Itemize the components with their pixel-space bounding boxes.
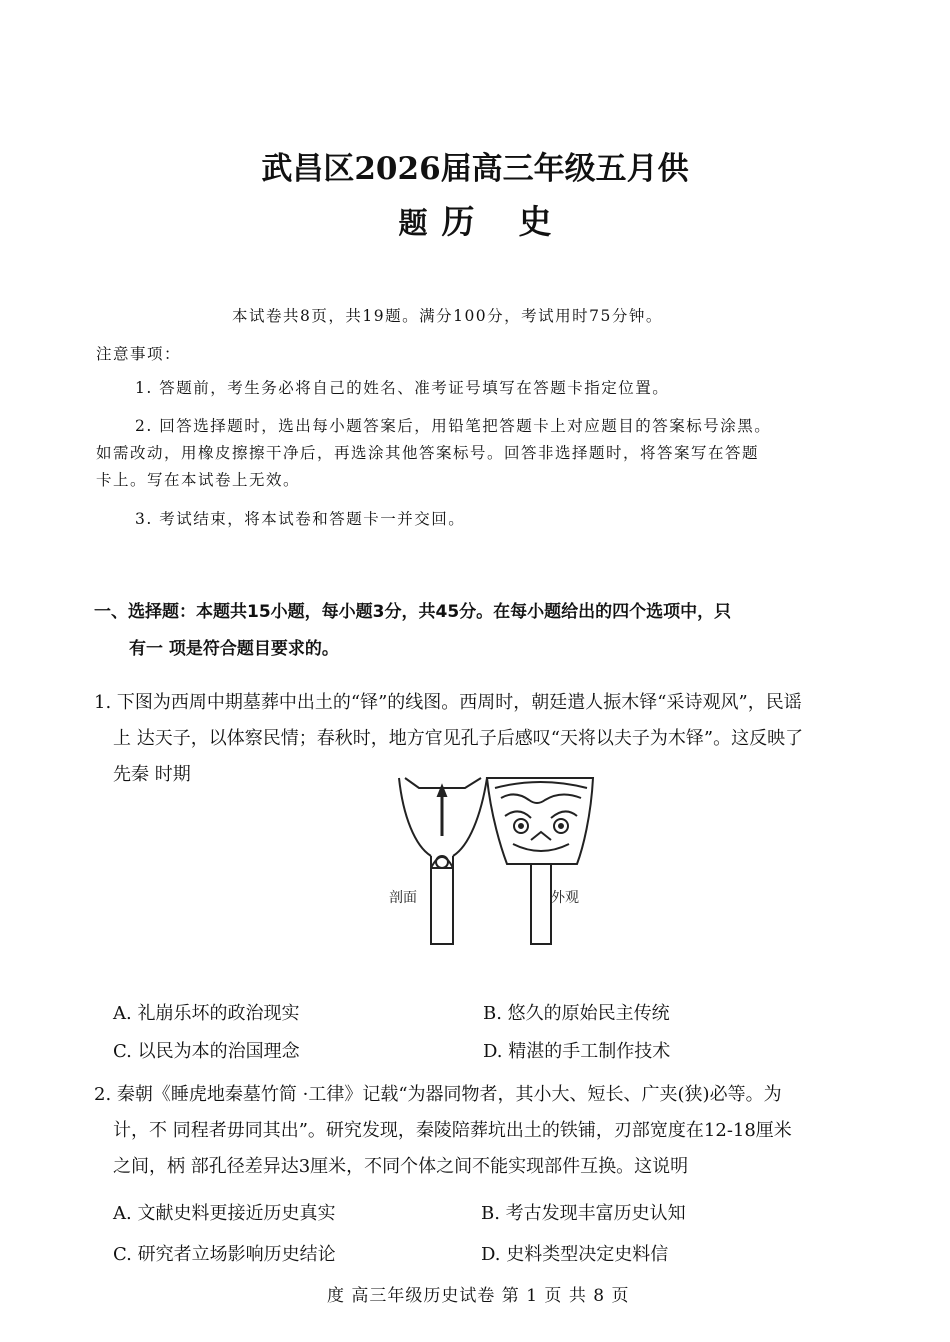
q2-option-a: A. 文献史料更接近历史真实 xyxy=(113,1203,336,1224)
note-item-2-cont: 如需改动，用橡皮擦擦干净后，再选涂其他答案标号。回答非选择题时，将答案写在答题 xyxy=(96,444,760,462)
q1-option-c: C. 以民为本的治国理念 xyxy=(113,1041,300,1062)
q1-option-d: D. 精湛的手工制作技术 xyxy=(483,1041,671,1062)
question-2-line-2: 计，不 同程者毋同其出”。研究发现，秦陵陪葬坑出土的铁铺，刃部宽度在12-18厘米 xyxy=(113,1120,792,1141)
question-2-line-1: 2. 秦朝《睡虎地秦墓竹简 ·工律》记载“为器同物者，其小大、短长、广夹(狭)必等。为 xyxy=(94,1084,782,1105)
figure-label-exterior: 外观 xyxy=(551,890,579,906)
exam-title: 武昌区2026届高三年级五月供 xyxy=(261,151,689,187)
section-heading-cont: 有一 项是符合题目要求的。 xyxy=(129,639,339,659)
q2-option-c: C. 研究者立场影响历史结论 xyxy=(113,1244,336,1265)
note-item-3: 3. 考试结束，将本试卷和答题卡一并交回。 xyxy=(135,510,466,528)
question-2-line-3: 之间，柄 部孔径差异达3厘米，不同个体之间不能实现部件互换。这说明 xyxy=(113,1156,689,1177)
q1-option-b: B. 悠久的原始民主传统 xyxy=(483,1003,670,1024)
page-footer: 度 高三年级历史试卷 第 1 页 共 8 页 xyxy=(327,1286,630,1306)
subject-char-3: 史 xyxy=(518,202,552,241)
q2-option-d: D. 史料类型决定史料信 xyxy=(481,1244,669,1265)
question-1-line-1: 1. 下图为西周中期墓葬中出土的“铎”的线图。西周时，朝廷遣人振木铎“采诗观风”，民谣 xyxy=(94,692,802,713)
note-item-2: 2. 回答选择题时，选出每小题答案后，用铅笔把答题卡上对应题目的答案标号涂黑。 xyxy=(135,417,772,435)
exam-subject xyxy=(0,196,950,243)
section-heading: 一、选择题：本题共15小题，每小题3分，共45分。在每小题给出的四个选项中，只 xyxy=(94,602,732,622)
question-1-line-3: 先秦 时期 xyxy=(113,764,191,785)
q2-option-b: B. 考古发现丰富历史认知 xyxy=(481,1203,686,1224)
figure-label-section: 剖面 xyxy=(389,890,417,906)
question-1-line-2: 上 达天子，以体察民情；春秋时，地方官见孔子后感叹“天将以夫子为木铎”。这反映了 xyxy=(113,728,804,749)
cross-section-drawing xyxy=(399,778,487,944)
subject-char-2: 历 xyxy=(441,202,475,241)
notes-heading: 注意事项： xyxy=(96,345,182,363)
note-item-1: 1. 答题前，考生务必将自己的姓名、准考证号填写在答题卡指定位置。 xyxy=(135,379,670,397)
exterior-drawing xyxy=(487,778,593,944)
exam-info: 本试卷共8页，共19题。满分100分，考试用时75分钟。 xyxy=(232,307,663,325)
subject-char-1: 题 xyxy=(398,206,428,240)
note-item-2-cont2: 卡上。写在本试卷上无效。 xyxy=(96,471,301,489)
duo-bell-figure xyxy=(385,776,595,948)
q1-option-a: A. 礼崩乐坏的政治现实 xyxy=(113,1003,300,1024)
